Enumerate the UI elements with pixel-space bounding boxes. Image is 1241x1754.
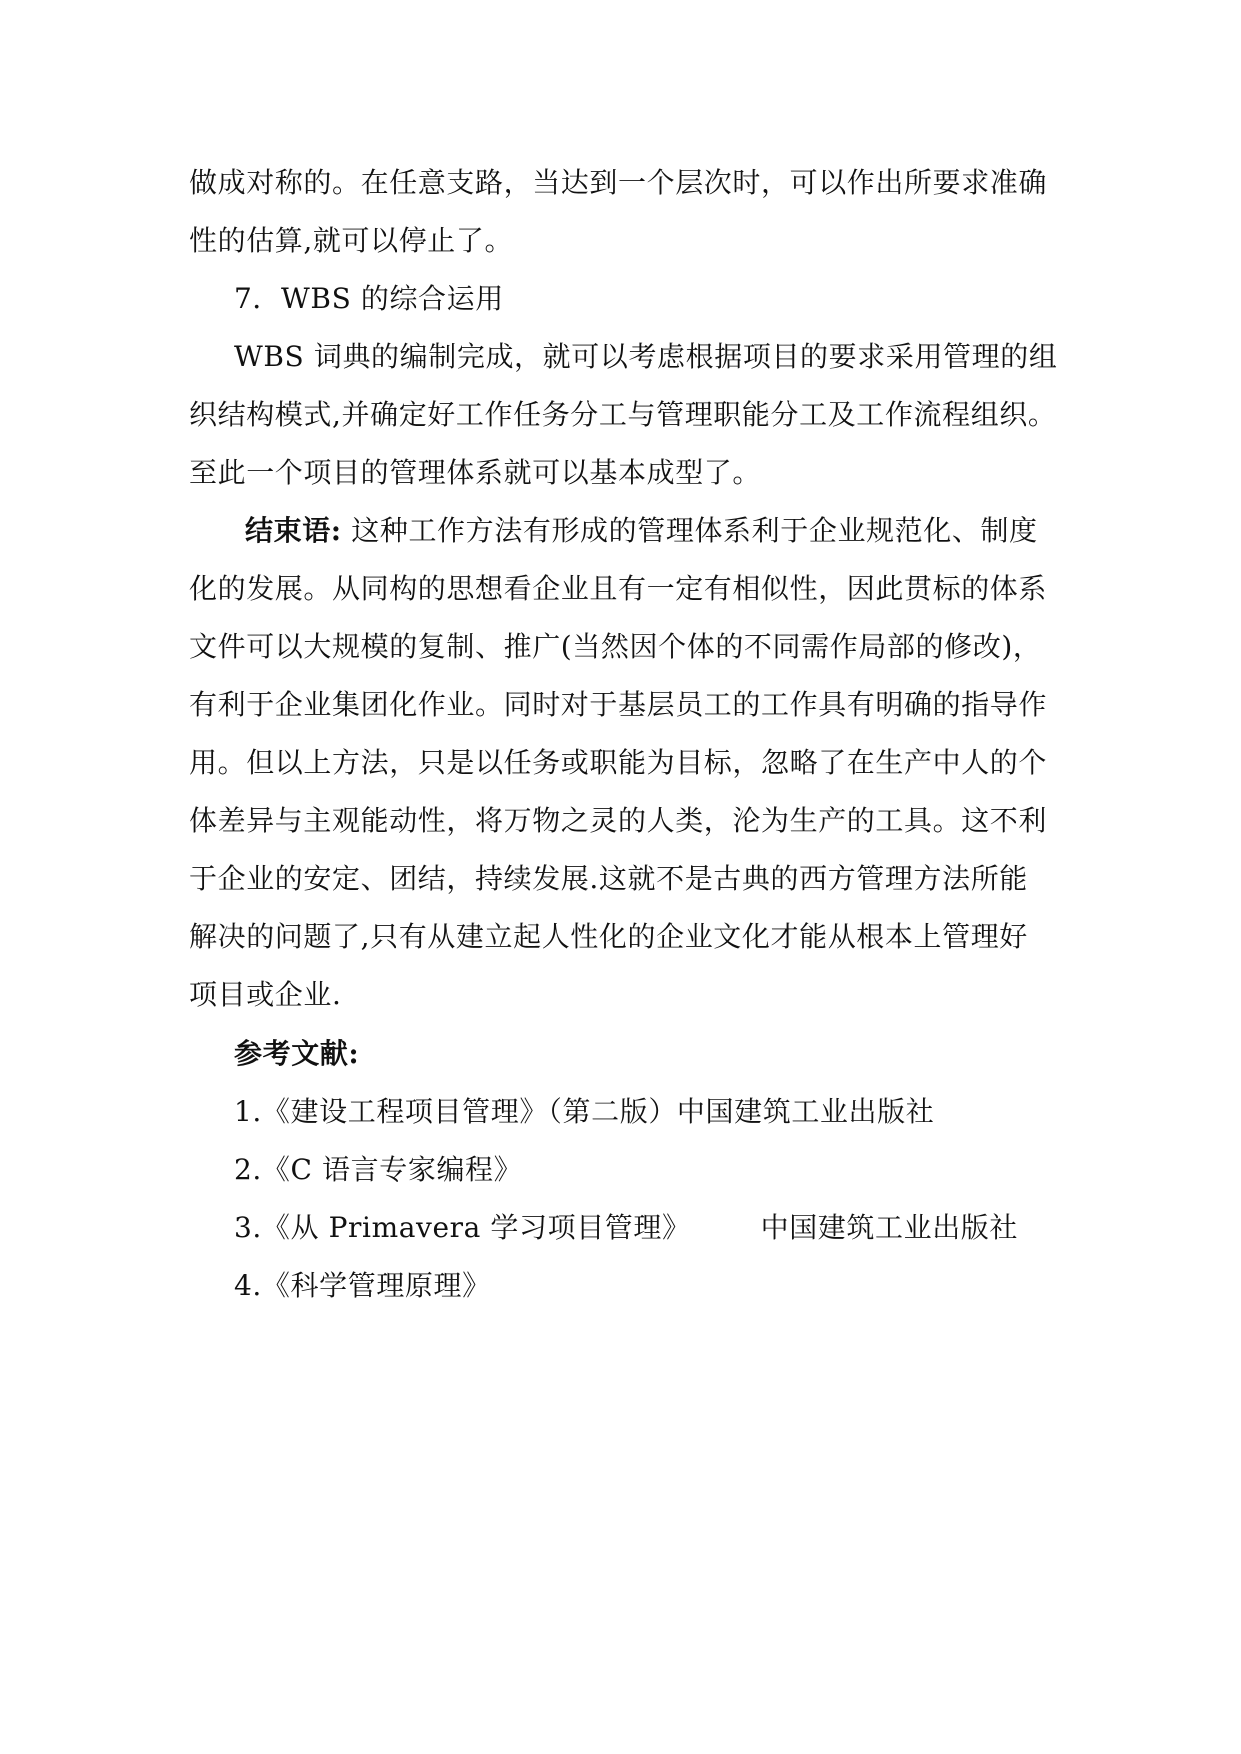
paragraph-line: 性的估算,就可以停止了。 (189, 224, 514, 257)
paragraph-line: 体差异与主观能动性，将万物之灵的人类，沦为生产的工具。这不利 (189, 804, 1048, 837)
paragraph-line: 文件可以大规模的复制、推广(当然因个体的不同需作局部的修改)， (189, 630, 1042, 663)
paragraph-line: 织结构模式,并确定好工作任务分工与管理职能分工及工作流程组织。 (189, 398, 1057, 431)
conclusion-first-line (245, 511, 1038, 551)
conclusion-label: 结束语: (245, 514, 342, 547)
paragraph-line: WBS 词典的编制完成，就可以考虑根据项目的要求采用管理的组 (234, 340, 1058, 373)
conclusion-text: 这种工作方法有形成的管理体系利于企业规范化、制度 (341, 514, 1038, 547)
reference-item: 2.《C 语言专家编程》 (234, 1153, 523, 1186)
paragraph-line: 于企业的安定、团结，持续发展.这就不是古典的西方管理方法所能 (189, 862, 1028, 895)
paragraph-line: 化的发展。从同构的思想看企业且有一定有相似性，因此贯标的体系 (189, 572, 1048, 605)
paragraph-line: 有利于企业集团化作业。同时对于基层员工的工作具有明确的指导作 (189, 688, 1048, 721)
paragraph-line: 至此一个项目的管理体系就可以基本成型了。 (189, 456, 762, 489)
reference-item: 4.《科学管理原理》 (234, 1269, 491, 1302)
reference-item: 1.《建设工程项目管理》（第二版）中国建筑工业出版社 (234, 1095, 935, 1128)
reference-title: 3.《从 Primavera 学习项目管理》 (234, 1211, 691, 1244)
reference-publisher: 中国建筑工业出版社 (760, 1211, 1019, 1244)
references-heading: 参考文献: (234, 1037, 360, 1070)
paragraph-line: 解决的问题了,只有从建立起人性化的企业文化才能从根本上管理好 (189, 920, 1028, 953)
section-heading: 7．WBS 的综合运用 (234, 282, 504, 315)
paragraph-line: 做成对称的。在任意支路，当达到一个层次时，可以作出所要求准确 (189, 166, 1048, 199)
paragraph-line: 用。但以上方法，只是以任务或职能为目标，忽略了在生产中人的个 (189, 746, 1048, 779)
reference-item (234, 1208, 1018, 1248)
paragraph-line: 项目或企业. (189, 978, 342, 1011)
